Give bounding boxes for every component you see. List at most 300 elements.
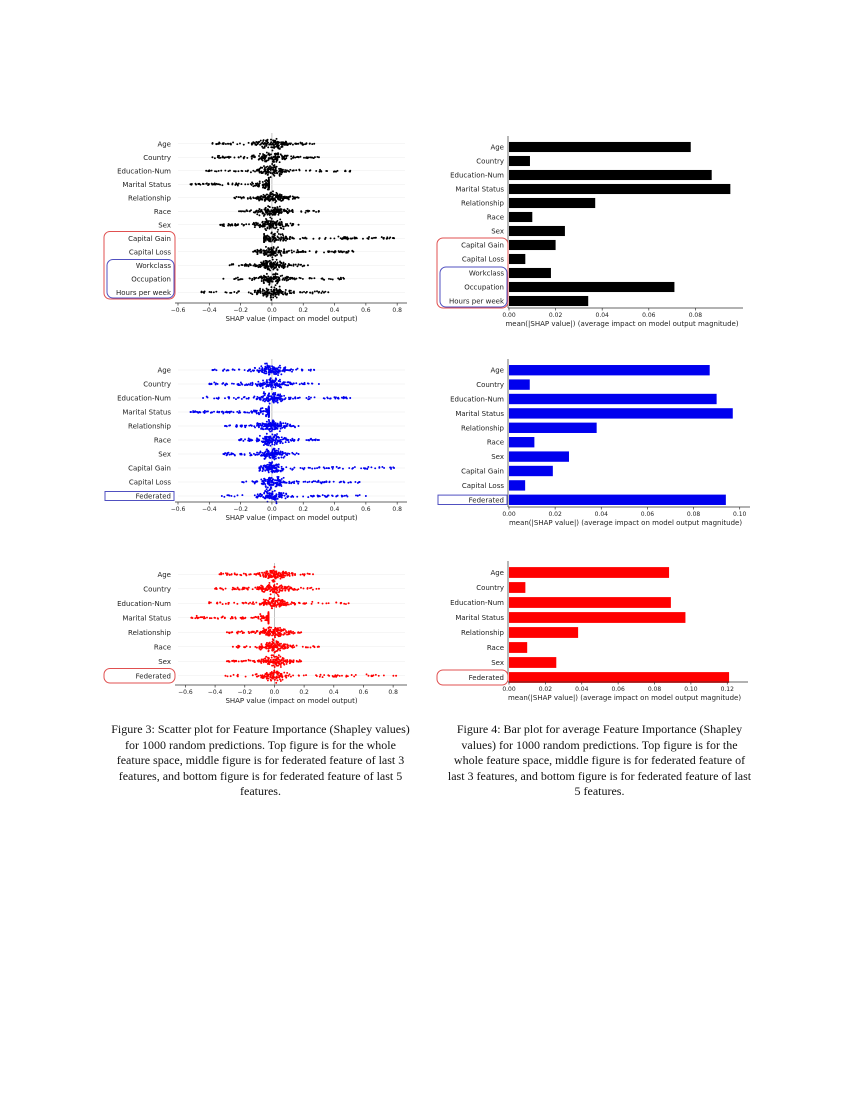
point-max xyxy=(268,617,270,619)
point xyxy=(277,630,279,632)
point xyxy=(292,644,294,646)
point xyxy=(243,573,245,575)
point xyxy=(269,488,271,490)
point xyxy=(314,291,316,293)
point xyxy=(268,406,270,408)
point xyxy=(266,645,268,647)
point xyxy=(301,291,303,293)
point xyxy=(281,604,283,606)
point xyxy=(256,385,258,387)
point xyxy=(326,170,328,172)
point xyxy=(238,196,240,198)
x-axis-title: SHAP value (impact on model output) xyxy=(225,315,358,323)
point xyxy=(259,633,261,635)
point xyxy=(225,383,227,385)
x-tick-label: 0.6 xyxy=(361,506,371,513)
point xyxy=(257,381,259,383)
point xyxy=(262,437,264,439)
feature-label-race: Race xyxy=(153,207,171,216)
point xyxy=(280,234,282,236)
point xyxy=(285,240,287,242)
point xyxy=(259,224,261,226)
point xyxy=(332,279,334,281)
point xyxy=(280,428,282,430)
point xyxy=(296,496,298,498)
point xyxy=(305,212,307,214)
point xyxy=(265,629,267,631)
point xyxy=(284,495,286,497)
point xyxy=(340,481,342,483)
point xyxy=(253,211,255,213)
point xyxy=(276,153,278,155)
point xyxy=(260,479,262,481)
point xyxy=(265,199,267,201)
feature-label-race: Race xyxy=(153,436,171,445)
point xyxy=(307,481,309,483)
point xyxy=(272,280,274,282)
point xyxy=(254,156,256,158)
point xyxy=(268,247,270,249)
point xyxy=(240,439,242,441)
point xyxy=(274,588,276,590)
point xyxy=(254,587,256,589)
point xyxy=(251,293,253,295)
point xyxy=(244,587,246,589)
point xyxy=(282,143,284,145)
point xyxy=(224,170,226,172)
point xyxy=(245,573,247,575)
point xyxy=(289,238,291,240)
point xyxy=(271,570,273,572)
bar-marital-status xyxy=(509,408,733,418)
point xyxy=(297,397,299,399)
point xyxy=(274,628,276,630)
point xyxy=(271,462,273,464)
point xyxy=(268,260,270,262)
x-tick-label: 0.02 xyxy=(548,511,562,518)
point xyxy=(222,383,224,385)
point xyxy=(319,171,321,173)
point xyxy=(273,458,275,460)
point xyxy=(288,441,290,443)
point xyxy=(268,374,270,376)
point xyxy=(303,481,305,483)
point xyxy=(224,397,226,399)
bar-sex xyxy=(509,451,569,461)
point xyxy=(275,168,277,170)
point xyxy=(323,466,325,468)
point xyxy=(336,466,338,468)
point xyxy=(246,210,248,212)
point xyxy=(291,469,293,471)
point xyxy=(241,210,243,212)
point xyxy=(240,617,242,619)
point xyxy=(249,646,251,648)
point xyxy=(262,496,264,498)
point xyxy=(263,630,265,632)
point xyxy=(279,627,281,629)
point xyxy=(261,251,263,253)
point xyxy=(252,588,254,590)
point xyxy=(278,437,280,439)
point xyxy=(272,591,274,593)
beeswarm-relationship xyxy=(226,626,302,640)
bar-age xyxy=(509,365,710,375)
point xyxy=(293,290,295,292)
point xyxy=(264,278,266,280)
point xyxy=(232,369,234,371)
point xyxy=(303,291,305,293)
point xyxy=(271,384,273,386)
point xyxy=(309,278,311,280)
point xyxy=(290,603,292,605)
point xyxy=(280,227,282,229)
feature-label-education-num: Education-Num xyxy=(117,394,171,403)
point xyxy=(288,198,290,200)
point xyxy=(271,483,273,485)
point xyxy=(265,246,267,248)
point xyxy=(267,496,269,498)
point xyxy=(307,157,309,159)
point xyxy=(274,426,276,428)
point xyxy=(249,277,251,279)
point xyxy=(260,455,262,457)
point xyxy=(273,566,275,568)
point xyxy=(248,223,250,225)
point xyxy=(271,214,273,216)
point xyxy=(277,155,279,157)
point xyxy=(272,491,274,493)
point xyxy=(296,251,298,253)
point xyxy=(305,292,307,294)
point xyxy=(274,466,276,468)
point xyxy=(210,602,212,604)
point xyxy=(262,575,264,577)
point xyxy=(283,226,285,228)
point xyxy=(283,381,285,383)
point xyxy=(285,630,287,632)
point xyxy=(311,277,313,279)
point xyxy=(253,197,255,199)
point xyxy=(254,482,256,484)
point xyxy=(253,396,255,398)
point xyxy=(277,425,279,427)
point-min xyxy=(214,588,216,590)
point xyxy=(237,397,239,399)
bar-race xyxy=(509,437,534,447)
point xyxy=(287,423,289,425)
point xyxy=(272,394,274,396)
point xyxy=(308,481,310,483)
beeswarm-capital-gain xyxy=(263,231,395,243)
point xyxy=(324,398,326,400)
point xyxy=(231,495,233,497)
point xyxy=(314,439,316,441)
point xyxy=(260,140,262,142)
point xyxy=(282,251,284,253)
point xyxy=(277,398,279,400)
point xyxy=(246,157,248,159)
point xyxy=(303,588,305,590)
x-tick-label: 0.4 xyxy=(329,506,340,513)
point xyxy=(282,634,284,636)
point xyxy=(244,617,246,619)
point xyxy=(268,267,270,269)
feature-label-country: Country xyxy=(143,585,171,594)
point xyxy=(248,632,250,634)
point xyxy=(300,277,302,279)
point xyxy=(281,454,283,456)
point xyxy=(300,210,302,212)
point xyxy=(287,574,289,576)
point xyxy=(234,369,236,371)
point xyxy=(246,264,248,266)
point xyxy=(303,602,305,604)
point xyxy=(278,588,280,590)
point xyxy=(284,438,286,440)
point xyxy=(277,600,279,602)
point xyxy=(216,183,218,185)
feature-label-relationship: Relationship xyxy=(128,422,171,431)
point xyxy=(268,613,270,615)
point xyxy=(299,156,301,158)
point xyxy=(254,226,256,228)
point-min xyxy=(226,631,228,633)
point xyxy=(281,221,283,223)
point xyxy=(243,197,245,199)
point xyxy=(310,587,312,589)
point xyxy=(267,275,269,277)
point xyxy=(263,233,265,235)
point xyxy=(270,589,272,591)
point xyxy=(279,367,281,369)
point xyxy=(232,183,234,185)
point xyxy=(283,209,285,211)
point xyxy=(270,241,272,243)
point xyxy=(236,603,238,605)
point xyxy=(231,383,233,385)
x-tick-label: 0.6 xyxy=(361,307,371,314)
point xyxy=(288,209,290,211)
point xyxy=(222,589,224,591)
point xyxy=(231,573,233,575)
point xyxy=(276,297,278,299)
point xyxy=(237,184,239,186)
point xyxy=(307,398,309,400)
point xyxy=(272,498,274,500)
point xyxy=(234,572,236,574)
point xyxy=(222,225,224,227)
point xyxy=(266,227,268,229)
point xyxy=(261,142,263,144)
point xyxy=(264,169,266,171)
point xyxy=(292,453,294,455)
point xyxy=(268,177,270,179)
point xyxy=(264,363,266,365)
point xyxy=(275,224,277,226)
point xyxy=(266,604,268,606)
point xyxy=(273,630,275,632)
point xyxy=(280,146,282,148)
point xyxy=(281,494,283,496)
point xyxy=(218,183,220,185)
feature-label-education-num: Education-Num xyxy=(117,599,171,608)
feature-label-relationship: Relationship xyxy=(461,199,504,208)
point xyxy=(278,250,280,252)
point xyxy=(267,221,269,223)
point xyxy=(235,588,237,590)
point xyxy=(274,233,276,235)
point xyxy=(250,617,252,619)
point xyxy=(251,603,253,605)
point xyxy=(276,273,278,275)
point xyxy=(293,157,295,159)
point xyxy=(390,468,392,470)
point xyxy=(233,383,235,385)
point xyxy=(262,288,264,290)
point xyxy=(237,277,239,279)
feature-label-sex: Sex xyxy=(158,221,171,230)
point xyxy=(277,627,279,629)
point xyxy=(289,277,291,279)
x-tick-label: 0.10 xyxy=(733,511,747,518)
point xyxy=(235,618,237,620)
point xyxy=(271,576,273,578)
point xyxy=(292,496,294,498)
point xyxy=(269,403,271,405)
point xyxy=(222,413,224,415)
point xyxy=(262,428,264,430)
feature-label-age: Age xyxy=(157,570,171,579)
point xyxy=(233,411,235,413)
point-max xyxy=(359,481,361,483)
point xyxy=(260,465,262,467)
bar-relationship xyxy=(509,423,597,433)
point xyxy=(292,439,294,441)
point xyxy=(270,168,272,170)
point xyxy=(332,468,334,470)
point xyxy=(213,184,215,186)
point xyxy=(281,155,283,157)
point xyxy=(279,421,281,423)
point xyxy=(237,290,239,292)
point xyxy=(346,398,348,400)
feature-label-occupation: Occupation xyxy=(464,283,504,292)
point xyxy=(266,444,268,446)
point xyxy=(278,457,280,459)
point xyxy=(262,423,264,425)
point xyxy=(229,454,231,456)
point xyxy=(230,292,232,294)
point xyxy=(278,294,280,296)
feature-label-capital-loss: Capital Loss xyxy=(128,478,171,487)
point xyxy=(272,190,274,192)
point xyxy=(258,453,260,455)
point xyxy=(388,237,390,239)
point xyxy=(350,238,352,240)
point xyxy=(275,238,277,240)
point xyxy=(292,633,294,635)
point xyxy=(270,593,272,595)
point xyxy=(275,572,277,574)
point xyxy=(210,291,212,293)
feature-label-marital-status: Marital Status xyxy=(122,180,171,189)
point xyxy=(285,425,287,427)
point xyxy=(237,494,239,496)
point xyxy=(327,251,329,253)
feature-label-capital-gain: Capital Gain xyxy=(461,467,504,476)
point-min xyxy=(238,439,240,441)
point xyxy=(256,170,258,172)
point xyxy=(263,142,265,144)
point xyxy=(251,279,253,281)
point xyxy=(274,574,276,576)
beeswarm-country xyxy=(214,580,320,597)
point xyxy=(267,470,269,472)
point xyxy=(276,494,278,496)
point xyxy=(272,220,274,222)
point xyxy=(274,207,276,209)
point xyxy=(274,267,276,269)
point xyxy=(289,439,291,441)
point xyxy=(284,632,286,634)
point xyxy=(268,159,270,161)
point xyxy=(279,218,281,220)
point xyxy=(289,236,291,238)
point xyxy=(267,400,269,402)
point xyxy=(255,574,257,576)
beeswarm-hours-per-week xyxy=(200,286,329,301)
point xyxy=(279,240,281,242)
point xyxy=(235,425,237,427)
point xyxy=(270,428,272,430)
point xyxy=(238,156,240,158)
point xyxy=(274,455,276,457)
point xyxy=(280,450,282,452)
point xyxy=(239,196,241,198)
point xyxy=(264,225,266,227)
point xyxy=(280,441,282,443)
point xyxy=(263,215,265,217)
point xyxy=(279,365,281,367)
point xyxy=(290,397,292,399)
point xyxy=(334,398,336,400)
point xyxy=(295,382,297,384)
point xyxy=(272,428,274,430)
point xyxy=(195,183,197,185)
point xyxy=(333,237,335,239)
point xyxy=(289,169,291,171)
point xyxy=(275,486,277,488)
point xyxy=(222,603,224,605)
point xyxy=(274,237,276,239)
point xyxy=(255,602,257,604)
point xyxy=(275,422,277,424)
point xyxy=(192,410,194,412)
point xyxy=(323,481,325,483)
point xyxy=(277,196,279,198)
point xyxy=(276,247,278,249)
point xyxy=(325,602,327,604)
point xyxy=(237,633,239,635)
point xyxy=(256,422,258,424)
point xyxy=(219,601,221,603)
point xyxy=(259,423,261,425)
point xyxy=(271,218,273,220)
point xyxy=(279,575,281,577)
point xyxy=(281,170,283,172)
point xyxy=(267,385,269,387)
